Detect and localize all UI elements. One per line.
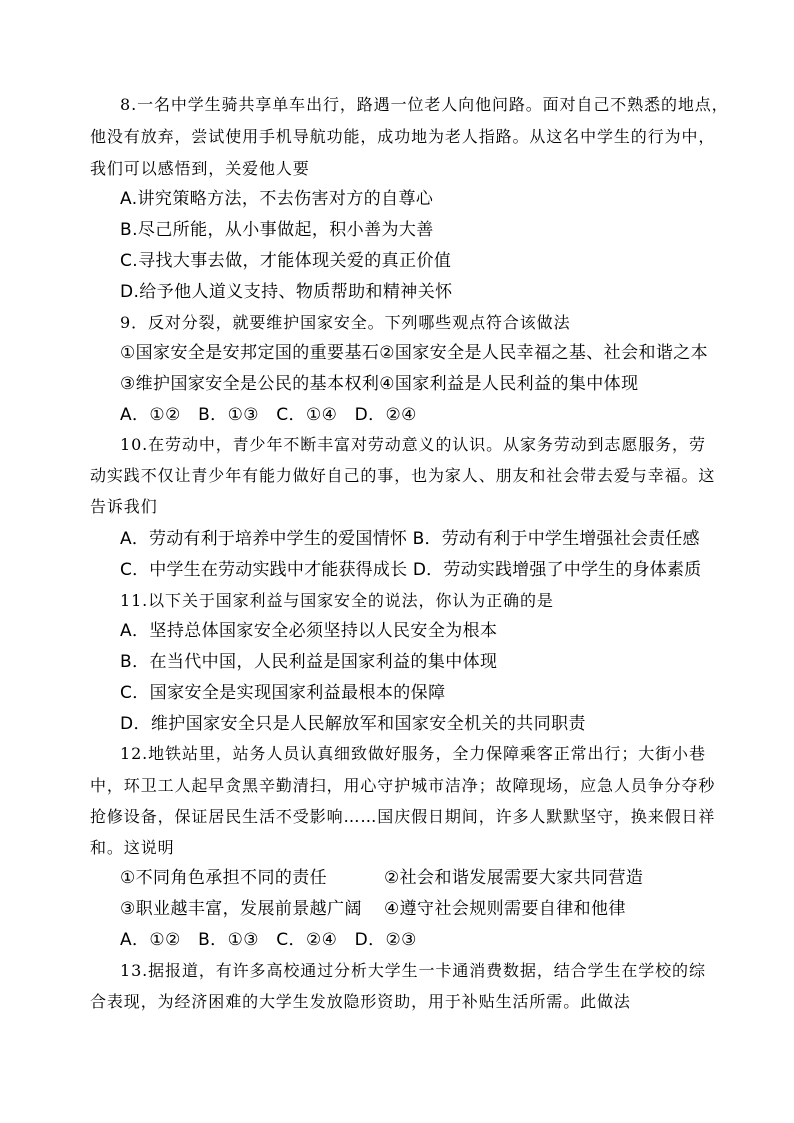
q8-option-b: B.尽己所能，从小事做起，积小善为大善: [120, 220, 434, 240]
q8-option-d: D.给予他人道义支持、物质帮助和精神关怀: [120, 282, 453, 302]
q12-stem-line-4: 和。这说明: [90, 838, 175, 857]
q12-statement-3: ③职业越丰富，发展前景越广阔: [120, 899, 362, 919]
q8-stem-line-1: 8.一名中学生骑共享单车出行，路遇一位老人向他问路。面对自己不熟悉的地点，: [120, 95, 729, 114]
q10-stem-line-1: 10.在劳动中，青少年不断丰富对劳动意义的认识。从家务劳动到志愿服务，劳: [120, 435, 706, 454]
q13-stem-line-2: 合表现，为经济困难的大学生发放隐形资助，用于补贴生活所需。此做法: [90, 992, 631, 1011]
q11-option-c: C．国家安全是实现国家利益最根本的保障: [120, 683, 446, 703]
q12-statement-2: ②社会和谐发展需要大家共同营造: [384, 868, 644, 888]
q9-statement-line-2: ③维护国家安全是公民的基本权利④国家利益是人民利益的集中体现: [120, 374, 639, 394]
q10-stem-line-2: 动实践不仅让青少年有能力做好自己的事，也为家人、朋友和社会带去爱与幸福。这: [90, 466, 716, 485]
q12-stem-line-2: 中，环卫工人起早贪黑辛勤清扫，用心守护城市洁净；故障现场，应急人员争分夺秒: [90, 776, 716, 795]
q11-option-a: A．坚持总体国家安全必须坚持以人民安全为根本: [120, 621, 498, 641]
q10-stem-line-3: 告诉我们: [90, 497, 158, 516]
q12-stem-line-3: 抢修设备，保证居民生活不受影响……国庆假日期间，许多人默默坚守，换来假日祥: [90, 807, 716, 826]
q9-statement-line-1: ①国家安全是安邦定国的重要基石②国家安全是人民幸福之基、社会和谐之本: [120, 343, 709, 363]
q13-stem-line-1: 13.据报道，有许多高校通过分析大学生一卡通消费数据，结合学生在学校的综: [120, 961, 706, 980]
q8-stem-line-2: 他没有放弃，尝试使用手机导航功能，成功地为老人指路。从这名中学生的行为中，: [90, 127, 716, 146]
q11-stem: 11.以下关于国家利益与国家安全的说法，你认为正确的是: [120, 591, 554, 610]
q11-option-d: D．维护国家安全只是人民解放军和国家安全机关的共同职责: [120, 714, 586, 734]
q12-statement-1: ①不同角色承担不同的责任: [120, 868, 328, 888]
q12-statement-4: ④遵守社会规则需要自律和他律: [384, 899, 626, 919]
q11-option-b: B．在当代中国，人民利益是国家利益的集中体现: [120, 652, 498, 672]
q8-stem-line-3: 我们可以感悟到，关爱他人要: [90, 159, 310, 178]
q10-options-line-2: C．中学生在劳动实践中才能获得成长 D．劳动实践增强了中学生的身体素质: [120, 560, 702, 580]
q10-options-line-1: A．劳动有利于培养中学生的爱国情怀 B．劳动有利于中学生增强社会责任感: [120, 529, 700, 549]
q9-stem: 9．反对分裂，就要维护国家安全。下列哪些观点符合该做法: [120, 313, 571, 332]
q8-option-a: A.讲究策略方法，不去伤害对方的自尊心: [120, 189, 434, 209]
q12-stem-line-1: 12.地铁站里，站务人员认真细致做好服务，全力保障乘客正常出行；大街小巷: [120, 744, 706, 763]
q8-option-c: C.寻找大事去做，才能体现关爱的真正价值: [120, 251, 452, 271]
q9-answer-choices: A．①② B．①③ C．①④ D．②④: [120, 405, 417, 425]
q12-answer-choices: A．①② B．①③ C．②④ D．②③: [120, 930, 417, 950]
